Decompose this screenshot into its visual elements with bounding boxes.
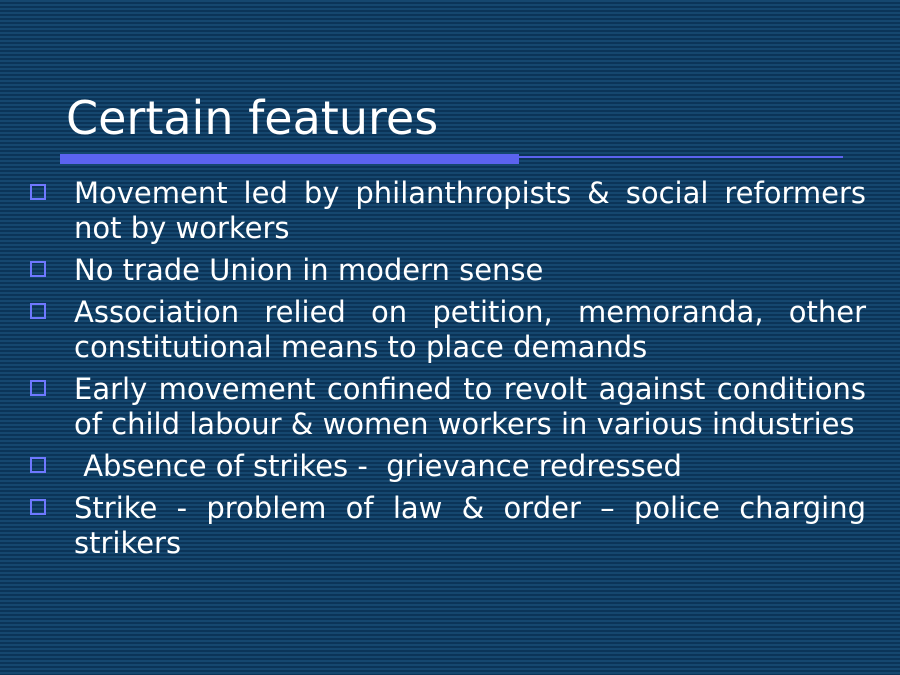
bullet-item <box>26 372 876 442</box>
bullet-item <box>26 176 876 246</box>
bullet-text: No trade Union in modern sense <box>74 253 544 287</box>
bullet-item <box>26 491 876 561</box>
slide-title: Certain features <box>66 91 439 145</box>
bullet-text: Absence of strikes - grievance redressed <box>74 449 682 483</box>
square-bullet-icon <box>30 380 46 396</box>
bullet-text: Strike - problem of law & order – police charging strikers <box>74 491 876 560</box>
bullet-text: Early movement confined to revolt against conditions of child labour & women workers in various industries <box>74 372 876 441</box>
square-bullet-icon <box>30 261 46 277</box>
square-bullet-icon <box>30 499 46 515</box>
square-bullet-icon <box>30 303 46 319</box>
bullet-item <box>26 295 876 365</box>
square-bullet-icon <box>30 457 46 473</box>
bullet-list <box>26 176 876 568</box>
bullet-item <box>26 253 866 288</box>
title-underline-thick <box>60 154 519 164</box>
bullet-text: Association relied on petition, memoranda, other constitutional means to place demands <box>74 295 876 364</box>
square-bullet-icon <box>30 184 46 200</box>
bullet-text: Movement led by philanthropists & social reformers not by workers <box>74 176 876 245</box>
title-underline-thin <box>519 156 843 158</box>
bullet-item <box>26 449 866 484</box>
